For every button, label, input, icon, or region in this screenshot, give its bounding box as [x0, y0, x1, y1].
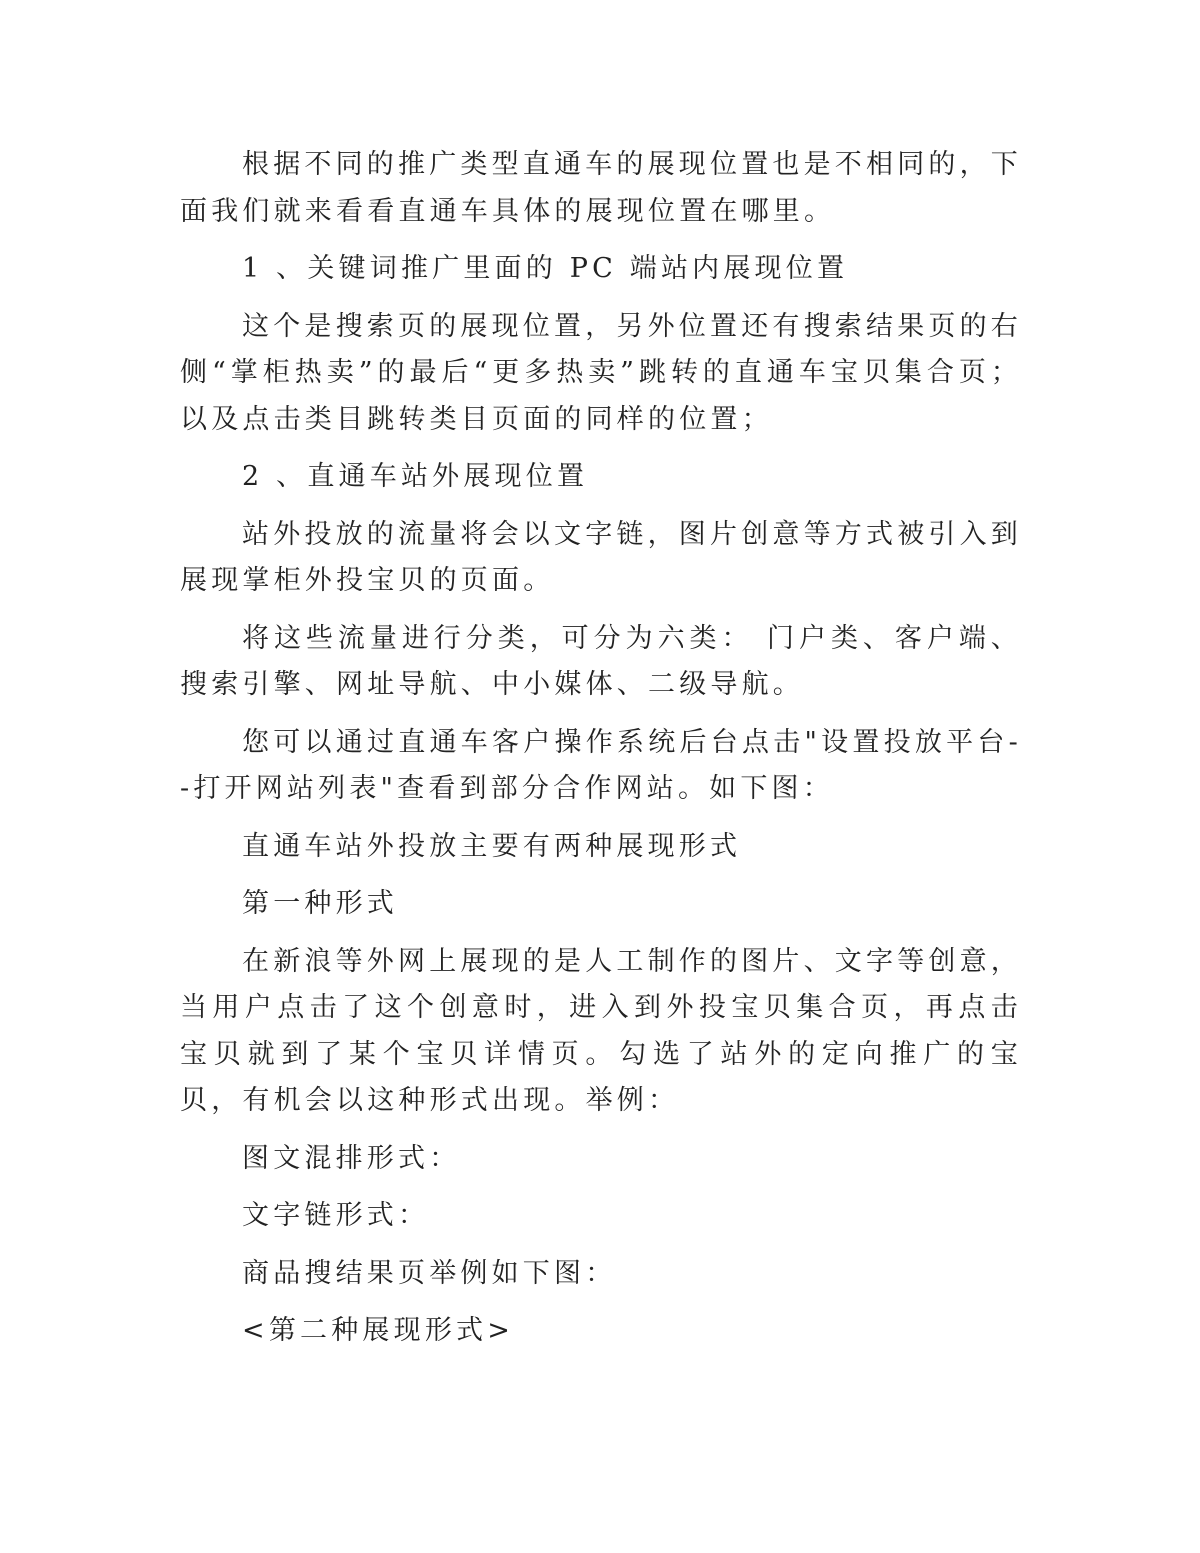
heading-pc-position: 1 、关键词推广里面的 PC 端站内展现位置	[242, 253, 849, 284]
heading-second-form: <第二种展现形式>	[242, 1315, 515, 1346]
paragraph-intro: 根据不同的推广类型直通车的展现位置也是不相同的，下面我们就来看看直通车具体的展现位置在哪里。	[180, 149, 1022, 227]
heading-first-form: 第一种形式	[242, 888, 398, 919]
label-text-link-form: 文字链形式：	[242, 1200, 430, 1231]
paragraph-offsite-traffic: 站外投放的流量将会以文字链，图片创意等方式被引入到展现掌柜外投宝贝的页面。	[180, 518, 1022, 596]
paragraph-search-page: 这个是搜索页的展现位置，另外位置还有搜索结果页的右侧“掌柜热卖”的最后“更多热卖”跳转的直通车宝贝集合页；以及点击类目跳转类目页面的同样的位置；	[180, 310, 1022, 435]
label-mixed-form: 图文混排形式：	[242, 1142, 461, 1174]
paragraph-first-form-detail: 在新浪等外网上展现的是人工制作的图片、文字等创意，当用户点击了这个创意时，进入到外投宝贝集合页，再点击宝贝就到了某个宝贝详情页。勾选了站外的定向推广的宝贝，有机会以这种形式出现。举例：	[180, 945, 1022, 1116]
paragraph-traffic-categories: 将这些流量进行分类，可分为六类： 门户类、客户端、搜索引擎、网址导航、中小媒体、二级导航。	[180, 622, 1022, 700]
paragraph-two-forms: 直通车站外投放主要有两种展现形式	[242, 830, 742, 862]
label-search-result-example: 商品搜结果页举例如下图：	[242, 1257, 617, 1289]
document-page	[180, 142, 1022, 1366]
paragraph-partner-sites: 您可以通过直通车客户操作系统后台点击"设置投放平台--打开网站列表"查看到部分合作网站。如下图：	[180, 726, 1022, 804]
heading-offsite-position: 2 、直通车站外展现位置	[242, 461, 589, 492]
